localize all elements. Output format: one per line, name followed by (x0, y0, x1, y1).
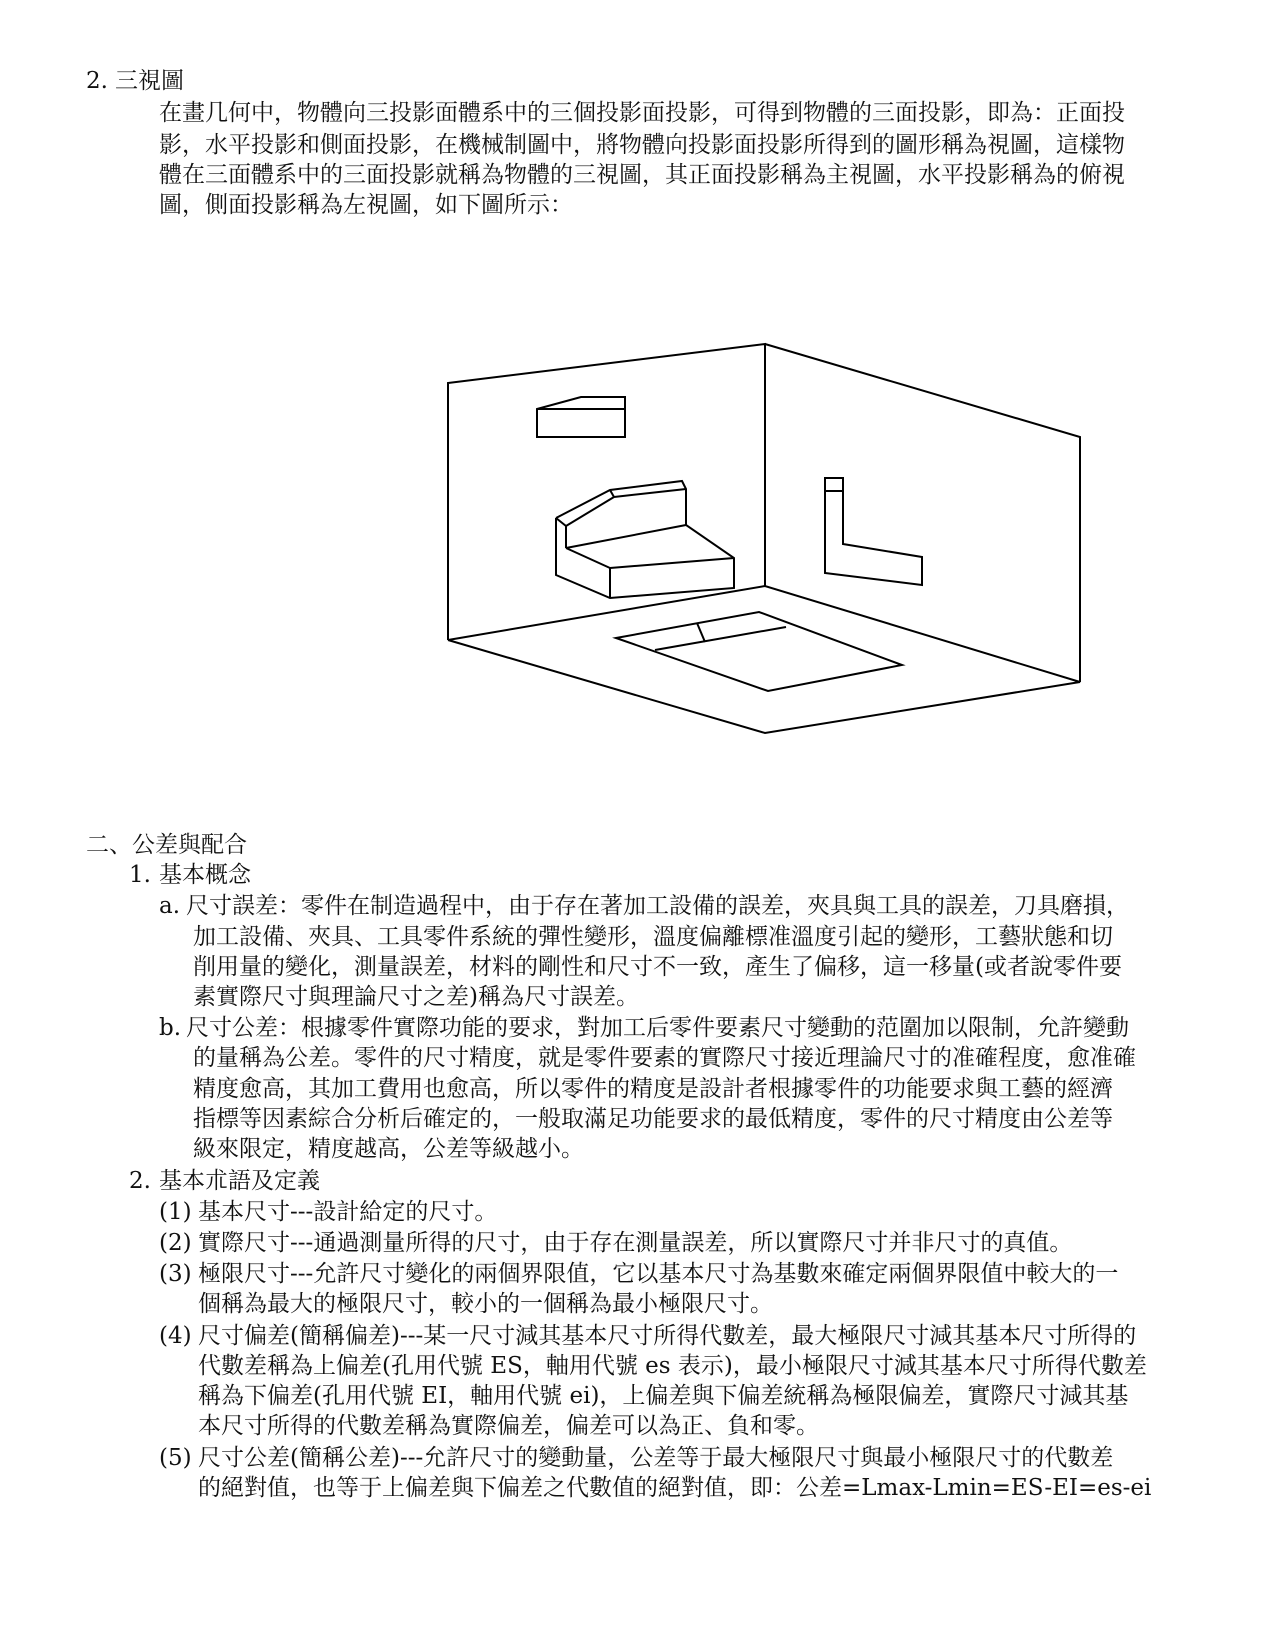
section-number: 2. (86, 68, 108, 94)
paragraph-line: 指標等因素綜合分析后確定的，一般取滿足功能要求的最低精度，零件的尺寸精度由公差等 (193, 1106, 1113, 1132)
paragraph-line: 圖，側面投影稱為左視圖，如下圖所示： (159, 192, 573, 218)
paragraph-line: 代數差稱為上偏差(孔用代號 ES，軸用代號 es 表示)，最小極限尺寸減其基本尺寸所得代數差 (198, 1353, 1147, 1379)
paragraph-line: 的量稱為公差。零件的尺寸精度，就是零件要素的實際尺寸接近理論尺寸的准確程度，愈准確 (193, 1045, 1136, 1071)
paragraph-line: 削用量的變化，測量誤差，材料的剛性和尺寸不一致，產生了偏移，這一移量(或者說零件要 (193, 954, 1122, 980)
top-view-outline (616, 612, 902, 691)
paragraph-line: 稱為下偏差(孔用代號 EI，軸用代號 ei)，上偏差與下偏差統稱為極限偏差，實際尺寸減其基 (198, 1383, 1129, 1409)
item-label: (5) (159, 1445, 192, 1471)
item-label: (2) (159, 1230, 192, 1256)
side-view-outline (825, 478, 922, 585)
item-label: (1) (159, 1199, 192, 1225)
subsection-number: 2. (129, 1168, 151, 1194)
paragraph-line: 尺寸公差：根據零件實際功能的要求，對加工后零件要素尺寸變動的范圍加以限制，允許變動 (186, 1015, 1129, 1041)
item-label: (4) (159, 1323, 192, 1349)
paragraph-line: 基本尺寸---設計給定的尺寸。 (198, 1199, 498, 1225)
subsection-number: 1. (129, 862, 151, 888)
paragraph-line: 的絕對值，也等于上偏差與下偏差之代數值的絕對值，即：公差=Lmax-Lmin=ES-EI=es-ei (198, 1475, 1152, 1501)
paragraph-line: 極限尺寸---允許尺寸變化的兩個界限值，它以基本尺寸為基數來確定兩個界限值中較大的一 (198, 1261, 1119, 1287)
paragraph-line: 素實際尺寸與理論尺寸之差)稱為尺寸誤差。 (193, 984, 639, 1010)
front-view-outline (537, 397, 625, 437)
section-title: 三視圖 (115, 68, 184, 94)
paragraph-line: 尺寸公差(簡稱公差)---允許尺寸的變動量，公差等于最大極限尺寸與最小極限尺寸的代數差 (198, 1445, 1114, 1471)
paragraph-line: 實際尺寸---通過測量所得的尺寸，由于存在測量誤差，所以實際尺寸并非尺寸的真值。 (198, 1230, 1073, 1256)
subsection-title: 基本概念 (159, 862, 251, 888)
item-label: b. (159, 1015, 182, 1041)
paragraph-line: 加工設備、夾具、工具零件系統的彈性變形，溫度偏離標准溫度引起的變形，工藝狀態和切 (193, 924, 1113, 950)
paragraph-line: 尺寸誤差：零件在制造過程中，由于存在著加工設備的誤差，夾具與工具的誤差，刀具磨損， (186, 893, 1129, 919)
paragraph-line: 本尺寸所得的代數差稱為實際偏差，偏差可以為正、負和零。 (198, 1413, 819, 1439)
paragraph-line: 影，水平投影和側面投影，在機械制圖中，將物體向投影面投影所得到的圖形稱為視圖，這樣物 (159, 132, 1125, 158)
top-view-divider-long (655, 627, 786, 650)
top-view-divider-short (697, 623, 705, 642)
paragraph-line: 體在三面體系中的三面投影就稱為物體的三視圖，其正面投影稱為主視圖，水平投影稱為的俯視 (159, 162, 1125, 188)
item-label: (3) (159, 1261, 192, 1287)
paragraph-line: 個稱為最大的極限尺寸，較小的一個稱為最小極限尺寸。 (198, 1291, 773, 1317)
paragraph-line: 精度愈高，其加工費用也愈高，所以零件的精度是設計者根據零件的功能要求與工藝的經濟 (193, 1076, 1113, 1102)
horizontal-plane (448, 586, 1080, 733)
paragraph-line: 尺寸偏差(簡稱偏差)---某一尺寸減其基本尺寸所得代數差，最大極限尺寸減其基本尺寸所得的 (198, 1323, 1137, 1349)
subsection-title: 基本朮語及定義 (159, 1168, 320, 1194)
paragraph-line: 級來限定，精度越高，公差等級越小。 (193, 1136, 584, 1162)
solid-object (556, 481, 734, 598)
part-heading: 二、公差與配合 (86, 832, 247, 858)
item-label: a. (159, 893, 181, 919)
paragraph-line: 在畫几何中，物體向三投影面體系中的三個投影面投影，可得到物體的三面投影，即為：正面投 (159, 100, 1125, 126)
